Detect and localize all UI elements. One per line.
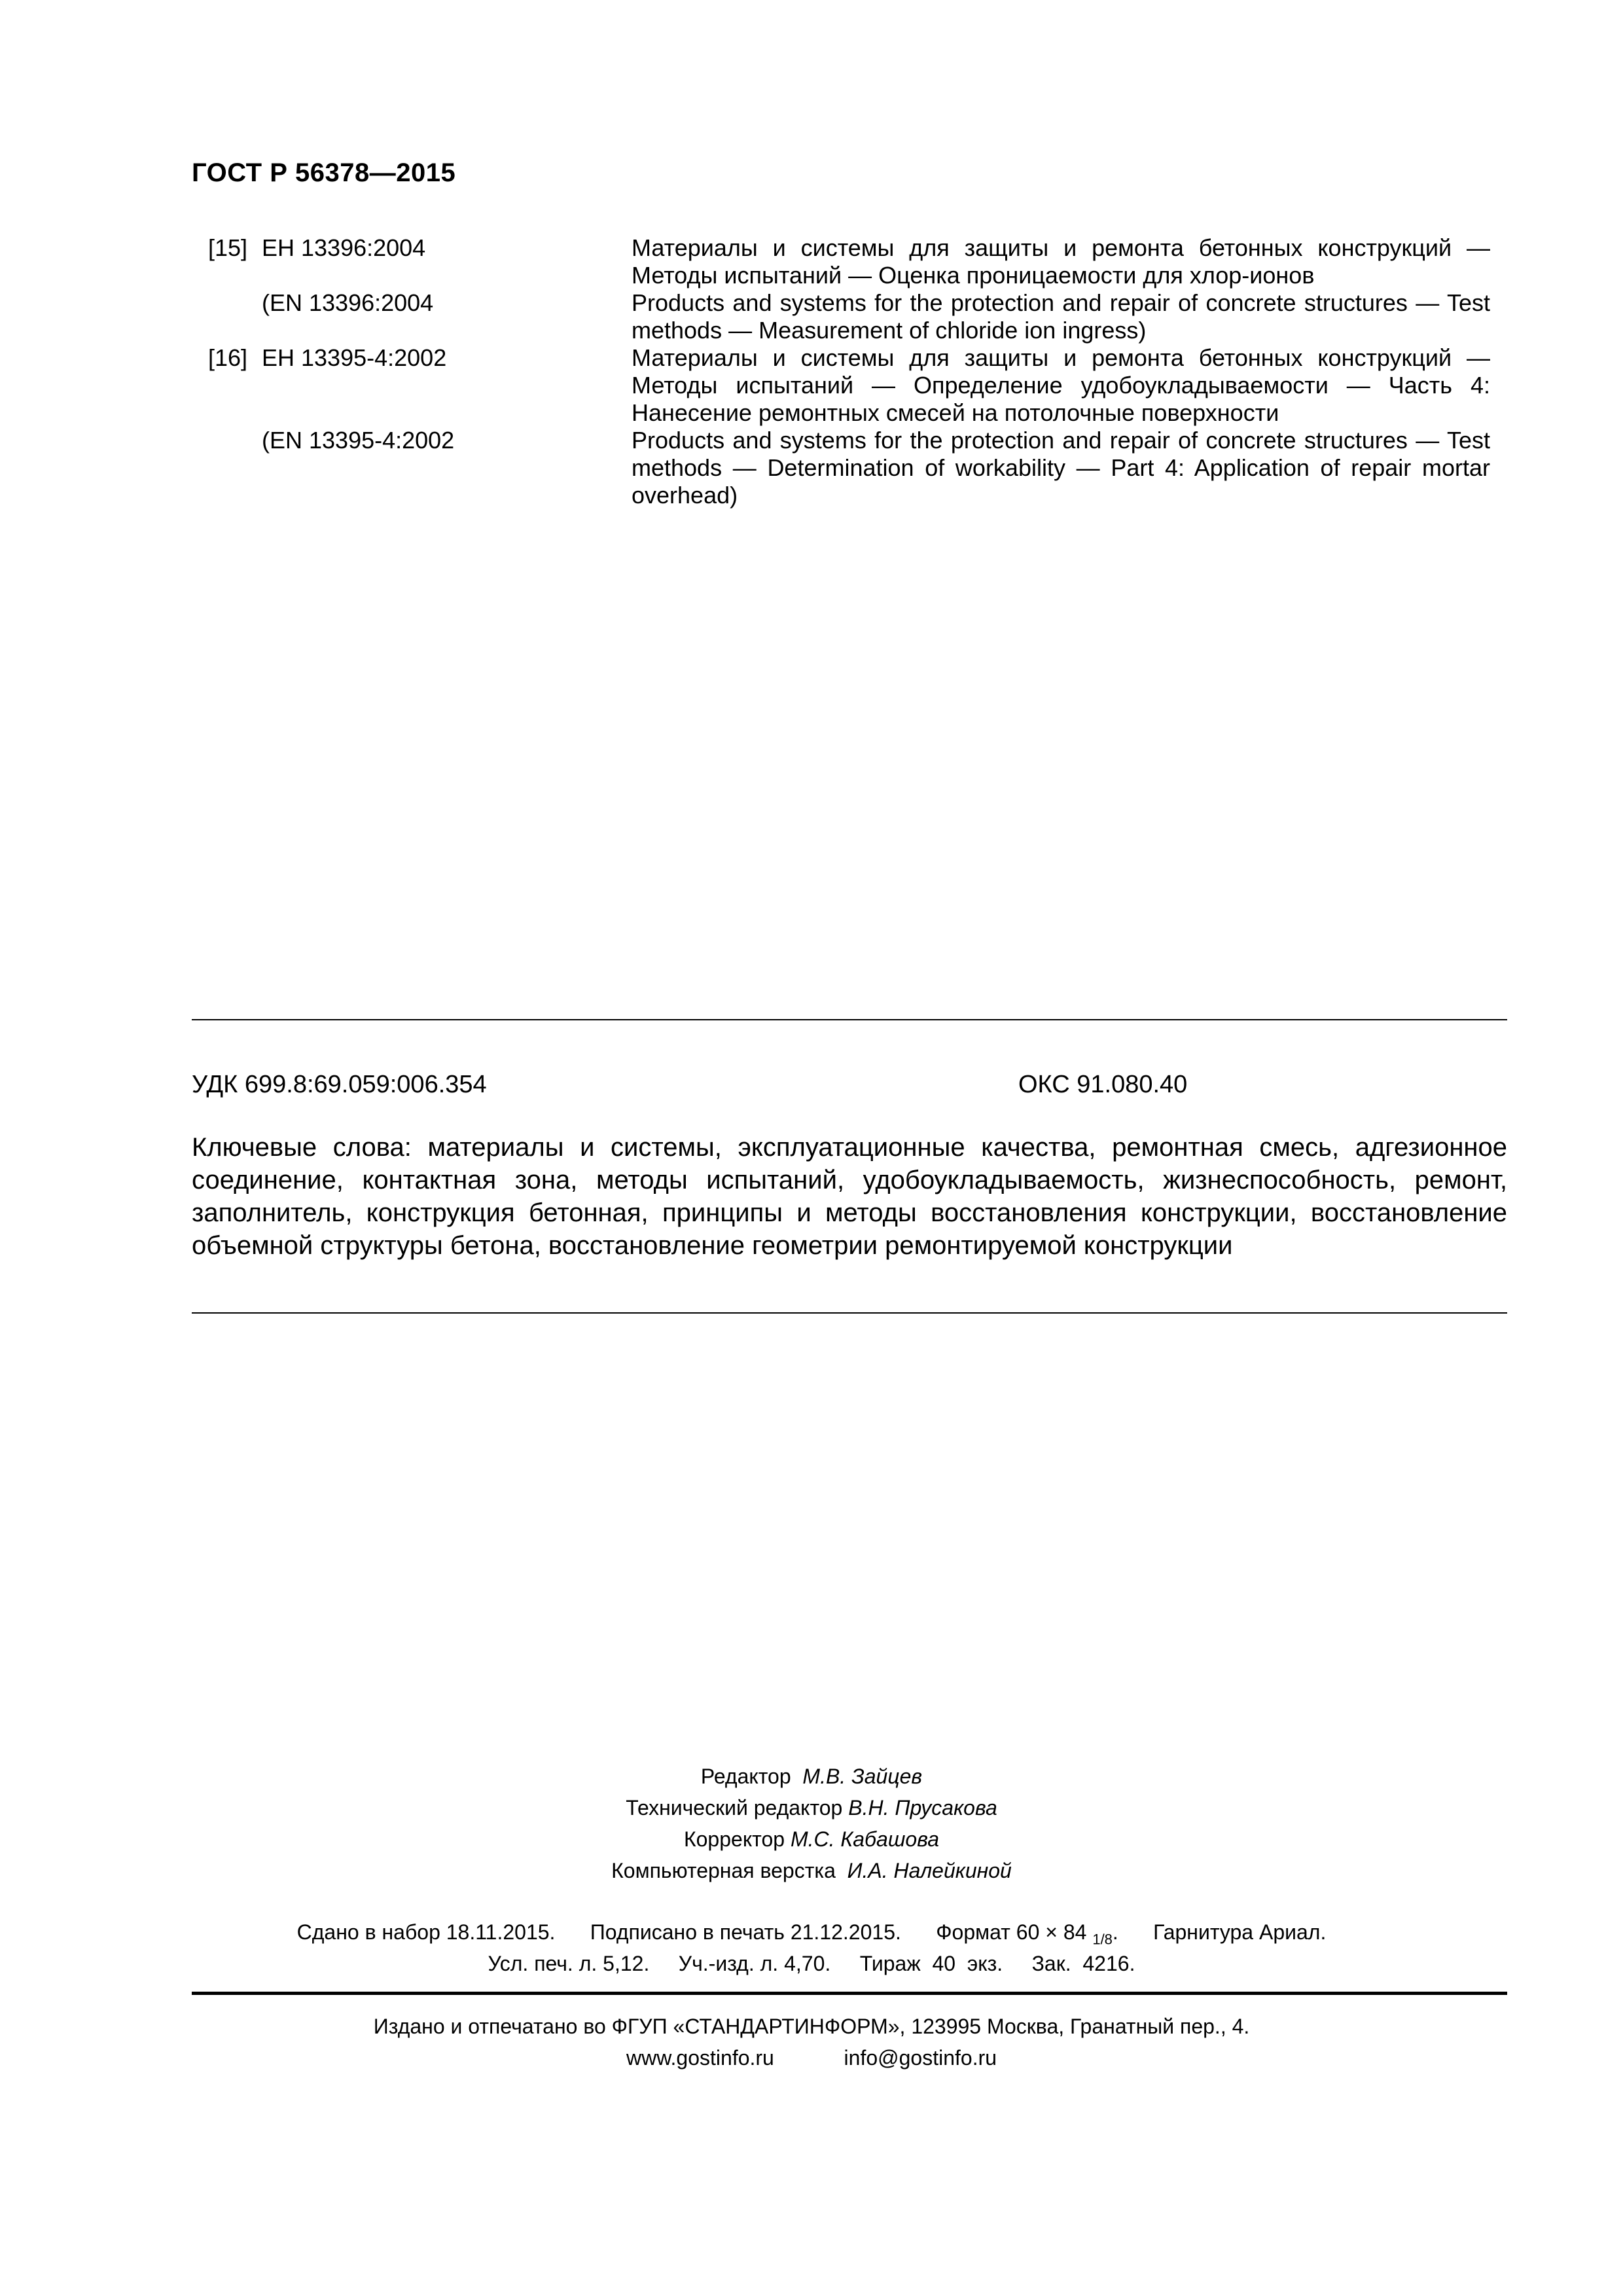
credit-role: Технический редактор [626, 1796, 843, 1820]
credit-technical-editor [0, 1792, 1623, 1823]
reference-title-en: Products and systems for the protection and repair of concrete structures — Test methods — Measurement of chloride ion ingress) [632, 289, 1490, 344]
oks-code: ОКС 91.080.40 [1018, 1071, 1188, 1098]
document-header: ГОСТ Р 56378—2015 [192, 158, 456, 187]
credit-name: М.С. Кабашова [790, 1827, 939, 1851]
publisher-line: Издано и отпечатано во ФГУП «СТАНДАРТИНФОРМ», 123995 Москва, Гранатный пер., 4. [373, 2015, 1250, 2038]
credit-name: И.А. Налейкиной [847, 1859, 1012, 1882]
udk-code: УДК 699.8:69.059:006.354 [192, 1071, 487, 1098]
publisher-website: www.gostinfo.ru [626, 2046, 774, 2070]
reference-title-en: Products and systems for the protection and repair of concrete structures — Test methods — Determination of workability — Part 4: Application of repair mortar overhead) [632, 427, 1490, 509]
credit-name: В.Н. Прусакова [848, 1796, 997, 1820]
reference-title-ru: Материалы и системы для защиты и ремонта бетонных конструкций — Методы испытаний — Оценка проницаемости для хлор-ионов [632, 234, 1490, 289]
credit-editor [0, 1761, 1623, 1792]
reference-number: [15] [208, 234, 248, 261]
reference-title-ru: Материалы и системы для защиты и ремонта бетонных конструкций — Методы испытаний — Определение удобоукладываемости — Часть 4: Нанесение ремонтных смесей на потолочные поверхности [632, 344, 1490, 426]
divider-line [192, 1019, 1507, 1020]
publisher-email: info@gostinfo.ru [844, 2046, 997, 2070]
credit-role: Редактор [700, 1765, 791, 1788]
reference-number: [16] [208, 344, 248, 371]
credit-role: Компьютерная верстка [611, 1859, 836, 1882]
reference-code-en: (EN 13395-4:2002 [262, 427, 455, 454]
divider-line-thick [192, 1992, 1507, 1995]
format-fraction: 1/8 [1092, 1931, 1113, 1948]
imprint-line-2: Усл. печ. л. 5,12. Уч.-изд. л. 4,70. Тираж 40 экз. Зак. 4216. [488, 1952, 1135, 1975]
imprint-text: Сдано в набор 18.11.2015. Подписано в печать 21.12.2015. Формат 60 × 84 [296, 1920, 1093, 1944]
reference-code-en: (EN 13396:2004 [262, 289, 434, 316]
keywords-paragraph: Ключевые слова: материалы и системы, эксплуатационные качества, ремонтная смесь, адгезионное соединение, контактная зона, методы испытаний, удобоукладываемость, жизнеспособность, ремонт, заполнитель, конструкция бетонная, принципы и методы восстановления конструкции, восстановление объемной структуры бетона, восстановление геометрии ремонтируемой конструкции [192, 1133, 1507, 1260]
publisher-contacts [0, 2042, 1623, 2073]
credit-layout [0, 1855, 1623, 1886]
reference-code: ЕН 13395-4:2002 [262, 344, 447, 371]
credit-role: Корректор [683, 1827, 785, 1851]
divider-line [192, 1312, 1507, 1314]
imprint-text: . Гарнитура Ариал. [1112, 1920, 1327, 1944]
reference-code: ЕН 13396:2004 [262, 234, 426, 261]
credit-proofreader [0, 1823, 1623, 1855]
credit-name: М.В. Зайцев [802, 1765, 923, 1788]
